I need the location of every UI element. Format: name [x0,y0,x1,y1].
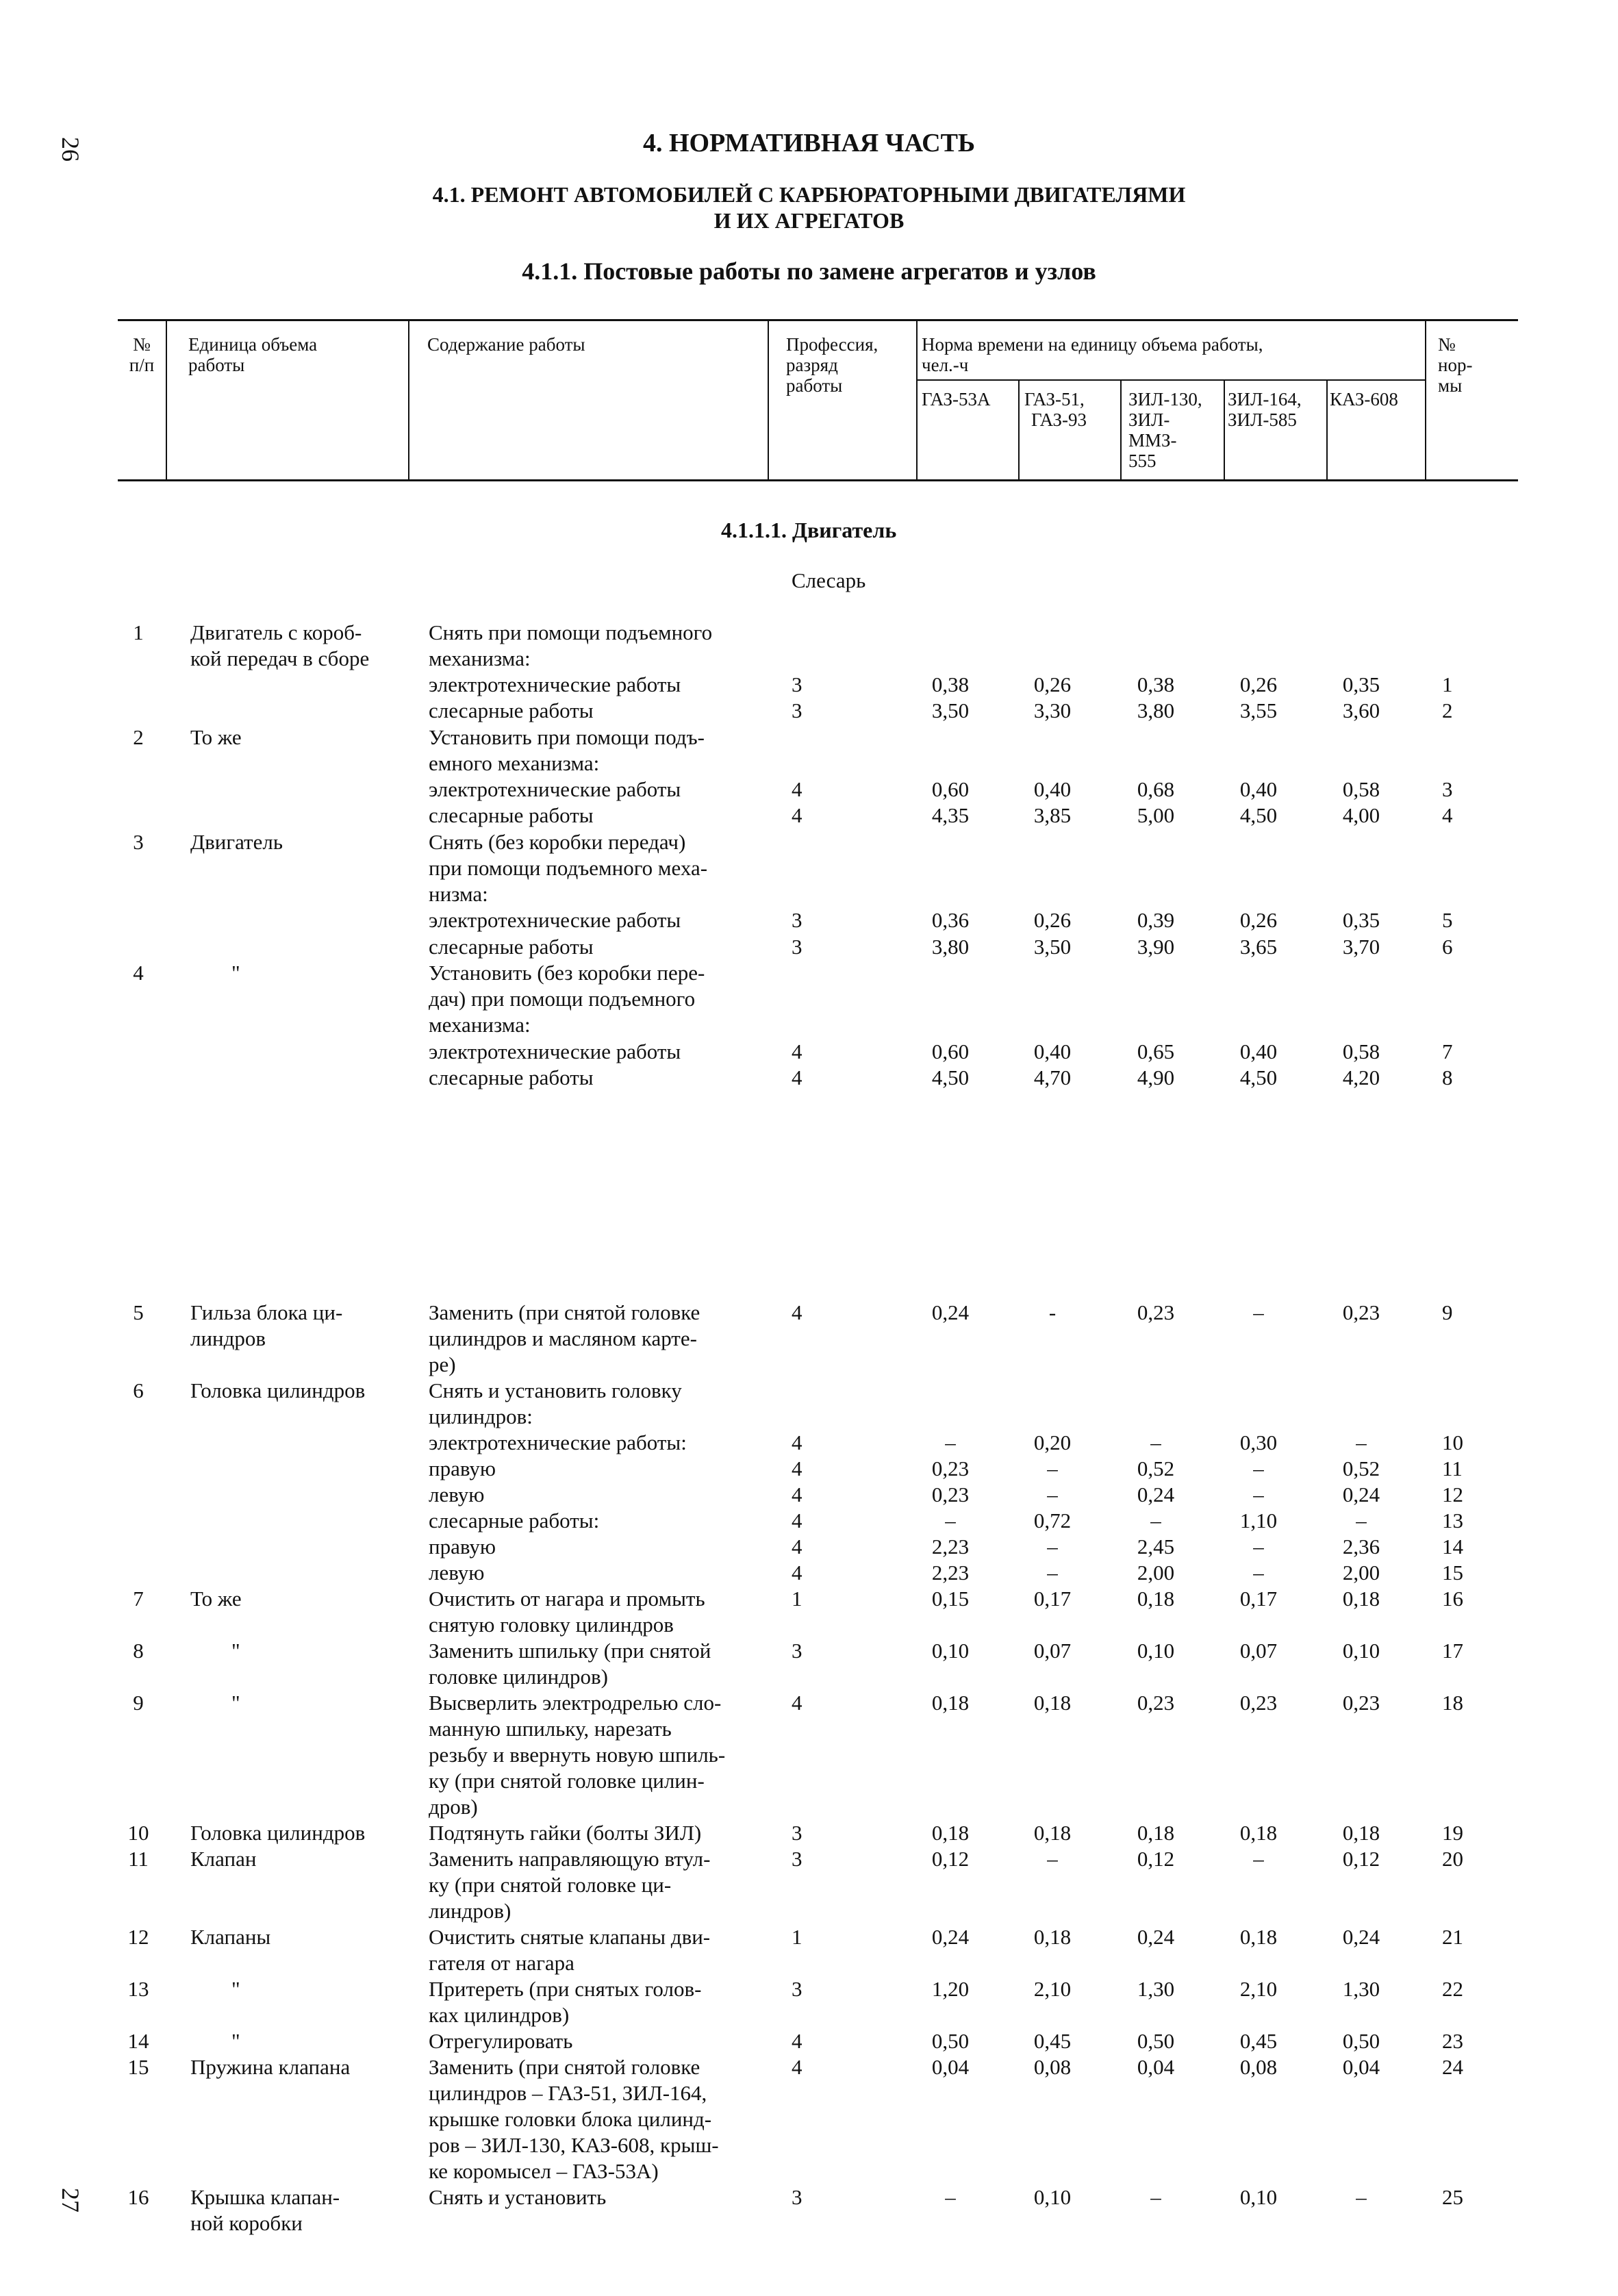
row-value: 0,24 [931,1300,970,1324]
row-unit: ной коробки [190,2211,303,2235]
row-grade: 3 [792,935,802,959]
row-value: 3,50 [931,698,970,722]
row-value: 3,70 [1342,935,1380,959]
row-value: 3,80 [1137,698,1175,722]
header-divider [1425,320,1426,479]
row-content: электротехнические работы: [429,1430,687,1454]
row-unit: " [231,1639,240,1663]
row-value: 0,12 [1137,1847,1175,1871]
header-model-zil164: ЗИЛ-164, ЗИЛ-585 [1228,389,1302,430]
row-content: Высверлить электродрелью сло- [429,1691,722,1715]
row-grade: 3 [792,1639,802,1663]
row-norm-number: 17 [1442,1639,1463,1663]
row-grade: 3 [792,698,802,722]
row-number: 6 [133,1378,144,1402]
row-value: – [945,1430,956,1454]
row-value: – [1356,1509,1367,1532]
subsection-heading: 4.1.1. Постовые работы по замене агрегатов и узлов [522,257,1096,285]
row-value: 3,65 [1239,935,1278,959]
row-number: 2 [133,725,144,749]
row-grade: 4 [792,1509,802,1532]
row-number: 8 [133,1639,144,1663]
row-content: Заменить (при снятой головке [429,1300,700,1324]
row-content: Снять и установить головку [429,1378,682,1402]
row-value: – [1047,1456,1058,1480]
row-content: левую [429,1561,485,1585]
row-value: 4,50 [931,1065,970,1089]
row-value: 0,23 [1342,1691,1380,1715]
row-value: 0,17 [1033,1587,1072,1611]
row-value: 0,18 [931,1821,970,1845]
header-divider [1224,381,1225,479]
row-norm-number: 12 [1442,1483,1463,1506]
row-number: 1 [133,620,144,644]
row-value: 0,07 [1239,1639,1278,1663]
row-value: 0,23 [1137,1300,1175,1324]
row-value: 2,45 [1137,1535,1175,1559]
row-content: слесарные работы: [429,1509,600,1532]
row-grade: 4 [792,2055,802,2079]
row-norm-number: 15 [1442,1561,1463,1585]
row-unit: Пружина клапана [190,2055,351,2079]
row-norm-number: 3 [1442,777,1453,801]
row-content: Отрегулировать [429,2029,573,2053]
row-content: ку (при снятой головке цилин- [429,1769,705,1793]
row-value: 0,52 [1137,1456,1175,1480]
row-grade: 4 [792,1561,802,1585]
row-content: слесарные работы [429,698,594,722]
row-unit: Гильза блока ци- [190,1300,343,1324]
row-norm-number: 19 [1442,1821,1463,1845]
row-value: 0,72 [1033,1509,1072,1532]
row-value: – [1150,1430,1161,1454]
row-number: 12 [127,1925,149,1949]
row-value: 3,30 [1033,698,1072,722]
header-profession: Профессия, разряд работы [786,334,878,396]
row-content: Заменить шпильку (при снятой [429,1639,711,1663]
row-value: 0,45 [1033,2029,1072,2053]
row-value: 0,04 [1342,2055,1380,2079]
row-content: электротехнические работы [429,1039,681,1063]
row-value: 0,65 [1137,1039,1175,1063]
row-number: 16 [127,2185,149,2209]
row-grade: 3 [792,672,802,696]
row-number: 14 [127,2029,149,2053]
row-content: ре) [429,1352,456,1376]
row-value: 0,07 [1033,1639,1072,1663]
row-content: правую [429,1535,496,1559]
row-value: 0,23 [931,1456,970,1480]
row-value: 0,58 [1342,1039,1380,1063]
row-content: емного механизма: [429,751,600,775]
row-content: гателя от нагара [429,1951,574,1975]
row-value: 0,18 [1137,1587,1175,1611]
row-value: 0,08 [1239,2055,1278,2079]
row-value: 0,52 [1342,1456,1380,1480]
row-content: Заменить направляющую втул- [429,1847,711,1871]
row-norm-number: 1 [1442,672,1453,696]
row-grade: 3 [792,1847,802,1871]
row-value: – [1356,1430,1367,1454]
row-value: 0,24 [1137,1925,1175,1949]
header-divider [768,320,769,479]
row-number: 7 [133,1587,144,1611]
page-number-top: 26 [57,137,84,162]
row-value: 0,10 [1137,1639,1175,1663]
row-number: 11 [128,1847,149,1871]
part-heading: 4. НОРМАТИВНАЯ ЧАСТЬ [642,129,976,157]
row-grade: 3 [792,2185,802,2209]
row-value: 0,24 [1137,1483,1175,1506]
row-content: снятую головку цилиндров [429,1613,674,1637]
row-value: – [945,1509,956,1532]
row-value: 0,04 [1137,2055,1175,2079]
row-norm-number: 10 [1442,1430,1463,1454]
header-bottom-rule [118,479,1518,481]
row-norm-number: 14 [1442,1535,1463,1559]
row-norm-number: 7 [1442,1039,1453,1063]
row-value: – [1253,1456,1264,1480]
row-content: при помощи подъемного меха- [429,856,708,880]
row-value: 0,50 [1137,2029,1175,2053]
row-unit: Клапан [190,1847,257,1871]
row-grade: 4 [792,1430,802,1454]
row-unit: То же [190,725,242,749]
row-value: 0,50 [1342,2029,1380,2053]
row-grade: 1 [792,1925,802,1949]
row-value: 0,26 [1239,672,1278,696]
row-content: Заменить (при снятой головке [429,2055,700,2079]
row-value: 0,40 [1033,1039,1072,1063]
row-value: 0,18 [1137,1821,1175,1845]
row-value: 2,10 [1239,1977,1278,2001]
row-value: 1,20 [931,1977,970,2001]
row-content: Притереть (при снятых голов- [429,1977,702,2001]
row-content: ке коромысел – ГАЗ-53А) [429,2159,659,2183]
row-value: 0,23 [1137,1691,1175,1715]
row-value: 0,26 [1239,908,1278,932]
row-unit: Головка цилиндров [190,1378,366,1402]
row-content: головке цилиндров) [429,1665,609,1689]
row-value: 2,23 [931,1535,970,1559]
row-value: 0,08 [1033,2055,1072,2079]
group-heading: 4.1.1.1. Двигатель [721,518,897,542]
header-content: Содержание работы [427,334,585,355]
row-content: Снять и установить [429,2185,607,2209]
row-value: 0,23 [931,1483,970,1506]
row-value: – [1047,1847,1058,1871]
row-grade: 4 [792,1065,802,1089]
profession-label: Слесарь [792,568,866,592]
row-norm-number: 23 [1442,2029,1463,2053]
row-value: 0,12 [931,1847,970,1871]
row-value: – [1253,1483,1264,1506]
row-content: правую [429,1456,496,1480]
row-value: – [1047,1535,1058,1559]
row-content: цилиндров – ГАЗ-51, ЗИЛ-164, [429,2081,707,2105]
row-value: 0,23 [1342,1300,1380,1324]
row-value: 0,36 [931,908,970,932]
row-value: 0,45 [1239,2029,1278,2053]
row-value: 0,50 [931,2029,970,2053]
row-norm-number: 5 [1442,908,1453,932]
row-value: 4,50 [1239,1065,1278,1089]
row-value: – [1356,2185,1367,2209]
row-grade: 4 [792,777,802,801]
row-number: 3 [133,830,144,854]
row-value: 1,30 [1137,1977,1175,2001]
header-model-kaz608: КАЗ-608 [1330,389,1398,409]
row-norm-number: 6 [1442,935,1453,959]
header-divider [166,320,167,479]
row-value: 0,35 [1342,672,1380,696]
row-grade: 4 [792,2029,802,2053]
row-value: 0,24 [931,1925,970,1949]
row-value: 0,26 [1033,672,1072,696]
row-norm-number: 8 [1442,1065,1453,1089]
row-value: 0,04 [931,2055,970,2079]
row-number: 13 [127,1977,149,2001]
row-value: 0,40 [1033,777,1072,801]
row-norm-number: 18 [1442,1691,1463,1715]
row-value: 0,58 [1342,777,1380,801]
header-divider [408,320,409,479]
row-value: 0,10 [1342,1639,1380,1663]
row-content: Установить при помощи подъ- [429,725,705,749]
row-value: 0,60 [931,1039,970,1063]
row-content: дач) при помощи подъемного [429,987,696,1011]
row-grade: 4 [792,1456,802,1480]
row-content: Снять при помощи подъемного [429,620,713,644]
row-value: 0,18 [931,1691,970,1715]
row-content: механизма: [429,646,531,670]
row-value: 0,24 [1342,1483,1380,1506]
row-value: 0,39 [1137,908,1175,932]
row-grade: 4 [792,1535,802,1559]
row-value: 1,30 [1342,1977,1380,2001]
row-content: резьбу и ввернуть новую шпиль- [429,1743,726,1767]
row-grade: 4 [792,803,802,827]
row-grade: 4 [792,1691,802,1715]
header-divider [1326,381,1328,479]
row-value: 0,60 [931,777,970,801]
section-heading-line1: 4.1. РЕМОНТ АВТОМОБИЛЕЙ С КАРБЮРАТОРНЫМИ ДВИГАТЕЛЯМИ [432,182,1186,207]
row-value: 0,10 [931,1639,970,1663]
row-value: 0,38 [1137,672,1175,696]
row-value: 0,40 [1239,777,1278,801]
row-value: 0,18 [1239,1821,1278,1845]
header-norm-no: № нор- мы [1438,334,1473,396]
row-value: 0,24 [1342,1925,1380,1949]
row-value: 3,85 [1033,803,1072,827]
row-value: – [1150,1509,1161,1532]
row-value: 0,17 [1239,1587,1278,1611]
row-grade: 3 [792,1821,802,1845]
row-content: ку (при снятой головке ци- [429,1873,672,1897]
row-number: 4 [133,961,144,985]
row-content: Очистить от нагара и промыть [429,1587,705,1611]
row-value: 0,10 [1033,2185,1072,2209]
row-value: 0,23 [1239,1691,1278,1715]
row-grade: 4 [792,1039,802,1063]
row-content: слесарные работы [429,803,594,827]
row-value: 2,36 [1342,1535,1380,1559]
row-value: 0,18 [1033,1925,1072,1949]
row-content: Очистить снятые клапаны дви- [429,1925,711,1949]
row-unit: " [231,2029,240,2053]
row-content: цилиндров: [429,1404,533,1428]
row-content: манную шпильку, нарезать [429,1717,672,1741]
row-value: 0,18 [1342,1821,1380,1845]
row-value: 1,10 [1239,1509,1278,1532]
row-content: левую [429,1483,485,1506]
norm-subheader-rule [916,379,1425,381]
row-content: Установить (без коробки пере- [429,961,705,985]
row-unit: Клапаны [190,1925,271,1949]
row-content: электротехнические работы [429,672,681,696]
header-model-zil130: ЗИЛ-130, ЗИЛ- ММЗ- 555 [1128,389,1202,471]
row-value: 3,55 [1239,698,1278,722]
row-value: 4,50 [1239,803,1278,827]
row-norm-number: 9 [1442,1300,1453,1324]
row-content: дров) [429,1795,478,1819]
row-value: 4,35 [931,803,970,827]
row-value: 3,50 [1033,935,1072,959]
row-value: 0,26 [1033,908,1072,932]
header-num: № п/п [129,334,155,375]
row-unit: " [231,1691,240,1715]
row-number: 5 [133,1300,144,1324]
row-content: механизма: [429,1013,531,1037]
row-norm-number: 16 [1442,1587,1463,1611]
row-content: Снять (без коробки передач) [429,830,686,854]
row-content: низма: [429,882,488,906]
page-number-bottom: 27 [57,2188,84,2212]
header-model-gaz51: ГАЗ-51, ГАЗ-93 [1024,389,1087,430]
header-norm-title: Норма времени на единицу объема работы, чел.-ч [922,334,1263,375]
row-value: 0,18 [1342,1587,1380,1611]
row-value: – [1150,2185,1161,2209]
row-norm-number: 13 [1442,1509,1463,1532]
row-unit: Крышка клапан- [190,2185,340,2209]
header-top-rule [118,319,1518,321]
row-norm-number: 4 [1442,803,1453,827]
row-content: электротехнические работы [429,777,681,801]
row-value: 2,23 [931,1561,970,1585]
row-value: 0,40 [1239,1039,1278,1063]
row-value: 2,00 [1137,1561,1175,1585]
row-value: – [1253,1561,1264,1585]
row-value: 3,60 [1342,698,1380,722]
row-norm-number: 11 [1442,1456,1463,1480]
row-value: 0,18 [1033,1821,1072,1845]
row-content: крышке головки блока цилинд- [429,2107,712,2131]
row-value: 0,68 [1137,777,1175,801]
row-content: электротехнические работы [429,908,681,932]
row-content: линдров) [429,1899,511,1923]
row-content: Подтянуть гайки (болты ЗИЛ) [429,1821,702,1845]
row-value: – [1047,1561,1058,1585]
row-grade: 4 [792,1300,802,1324]
row-value: 4,00 [1342,803,1380,827]
row-unit: кой передач в сборе [190,646,370,670]
section-heading-line2: И ИХ АГРЕГАТОВ [713,208,905,233]
header-divider [1018,381,1020,479]
row-value: – [1047,1483,1058,1506]
row-unit: Двигатель [190,830,283,854]
row-norm-number: 25 [1442,2185,1463,2209]
row-unit: Двигатель с короб- [190,620,362,644]
row-content: ров – ЗИЛ-130, КАЗ-608, крыш- [429,2133,719,2157]
row-grade: 1 [792,1587,802,1611]
row-content: цилиндров и масляном карте- [429,1326,697,1350]
row-grade: 4 [792,1483,802,1506]
row-value: 0,18 [1239,1925,1278,1949]
row-value: - [1048,1300,1057,1324]
row-grade: 3 [792,908,802,932]
row-unit: То же [190,1587,242,1611]
row-value: 4,90 [1137,1065,1175,1089]
row-content: ках цилиндров) [429,2003,570,2027]
row-value: – [945,2185,956,2209]
row-value: 0,38 [931,672,970,696]
row-value: 3,80 [931,935,970,959]
row-value: 4,70 [1033,1065,1072,1089]
row-value: 0,18 [1033,1691,1072,1715]
row-value: – [1253,1535,1264,1559]
row-value: 0,10 [1239,2185,1278,2209]
row-value: – [1253,1300,1264,1324]
row-norm-number: 21 [1442,1925,1463,1949]
row-value: 0,12 [1342,1847,1380,1871]
row-value: 2,10 [1033,1977,1072,2001]
row-value: 0,30 [1239,1430,1278,1454]
row-content: слесарные работы [429,1065,594,1089]
row-unit: " [231,1977,240,2001]
row-unit: " [231,961,240,985]
row-number: 15 [127,2055,149,2079]
row-content: слесарные работы [429,935,594,959]
row-grade: 3 [792,1977,802,2001]
row-value: 0,15 [931,1587,970,1611]
row-unit: Головка цилиндров [190,1821,366,1845]
row-norm-number: 20 [1442,1847,1463,1871]
row-value: 3,90 [1137,935,1175,959]
row-unit: линдров [190,1326,266,1350]
row-value: 5,00 [1137,803,1175,827]
header-unit: Единица объема работы [188,334,318,375]
row-value: 2,00 [1342,1561,1380,1585]
row-norm-number: 22 [1442,1977,1463,2001]
row-value: 4,20 [1342,1065,1380,1089]
header-model-gaz53a: ГАЗ-53А [922,389,991,409]
row-norm-number: 24 [1442,2055,1463,2079]
header-divider [916,320,918,479]
header-divider [1120,381,1122,479]
row-number: 9 [133,1691,144,1715]
row-number: 10 [127,1821,149,1845]
row-value: – [1253,1847,1264,1871]
row-value: 0,20 [1033,1430,1072,1454]
row-value: 0,35 [1342,908,1380,932]
row-norm-number: 2 [1442,698,1453,722]
